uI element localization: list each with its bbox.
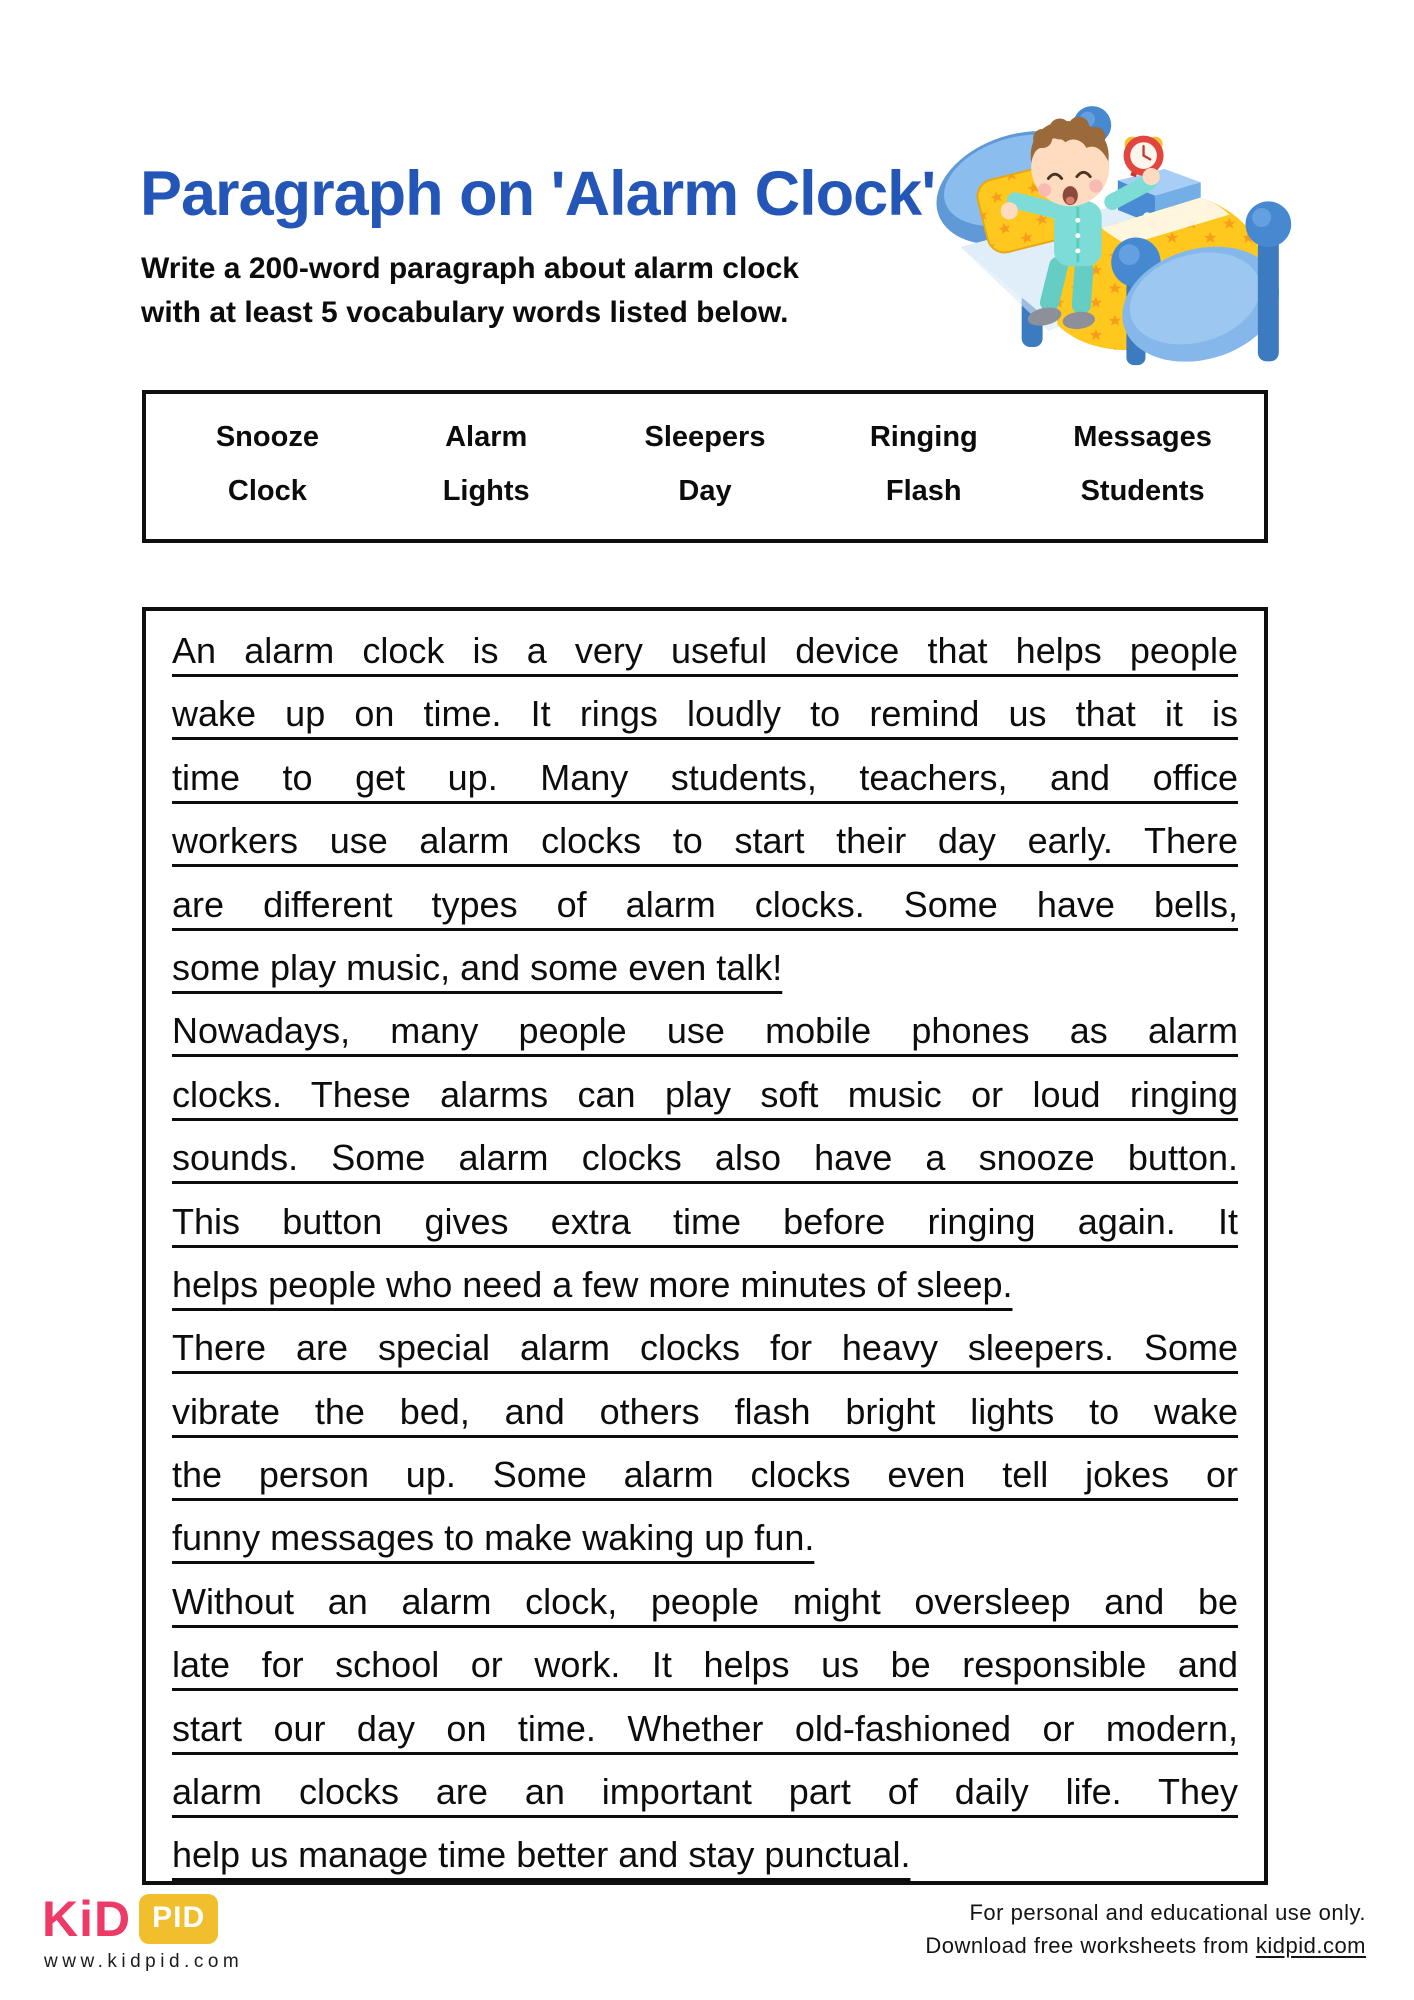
vocab-word-alarm: Alarm — [445, 420, 528, 453]
paragraph-line: Without an alarm clock, people might oversleep and be — [172, 1580, 1238, 1622]
paragraph-line: This button gives extra time before ringing again. It — [172, 1200, 1238, 1242]
vocab-word-ringing: Ringing — [869, 420, 978, 453]
vocabulary-box — [142, 390, 1268, 543]
paragraph-line: help us manage time better and stay punctual. — [172, 1834, 911, 1876]
vocab-word-students: Students — [1080, 475, 1205, 508]
paragraph-line: are different types of alarm clocks. Some have bells, — [172, 883, 1238, 925]
page-subtitle — [141, 247, 799, 335]
paragraph-line: funny messages to make waking up fun. — [172, 1517, 815, 1559]
footer-note — [925, 1896, 1366, 1962]
paragraph-line: An alarm clock is a very useful device that helps people — [172, 630, 1238, 671]
footer-note-line-2 — [925, 1929, 1366, 1962]
paragraph-line: vibrate the bed, and others flash bright lights to wake — [172, 1390, 1238, 1432]
footer-note-line-2-prefix: Download free worksheets from — [925, 1933, 1256, 1958]
vocab-word-day: Day — [678, 475, 732, 508]
paragraph-line: start our day on time. Whether old-fashioned or modern, — [172, 1707, 1238, 1749]
page-title: Paragraph on 'Alarm Clock' — [140, 159, 936, 229]
vocab-word-sleepers: Sleepers — [644, 420, 766, 453]
vocab-word-lights: Lights — [442, 475, 530, 508]
paragraph-line: time to get up. Many students, teachers, and office — [172, 756, 1238, 798]
paragraph-line: some play music, and some even talk! — [172, 946, 783, 988]
vocab-word-snooze: Snooze — [215, 420, 319, 453]
paragraph-box — [142, 607, 1268, 1885]
bed-post-right — [1258, 228, 1279, 361]
footer-note-line-1: For personal and educational use only. — [969, 1900, 1366, 1925]
paragraph-line: There are special alarm clocks for heavy sleepers. Some — [172, 1327, 1238, 1369]
paragraph-line: alarm clocks are an important part of daily life. They — [172, 1771, 1238, 1813]
kidpid-link[interactable]: kidpid.com — [1255, 1933, 1366, 1958]
paragraph-line: clocks. These alarms can play soft music or loud ringing — [172, 1073, 1238, 1115]
paragraph-line: helps people who need a few more minutes of sleep. — [172, 1263, 1013, 1305]
logo-kid-text: KiD — [42, 1891, 132, 1947]
knob-highlight — [1252, 208, 1271, 227]
paragraph-line: wake up on time. It rings loudly to remind us that it is — [172, 693, 1238, 735]
vocab-word-flash: Flash — [885, 475, 962, 508]
knob-highlight — [1119, 244, 1140, 265]
kidpid-logo — [42, 1890, 218, 1948]
bed-illustration — [915, 82, 1315, 374]
subtitle-line-2: with at least 5 vocabulary words listed below. — [141, 296, 789, 329]
vocab-word-messages: Messages — [1073, 420, 1212, 453]
paragraph-line: workers use alarm clocks to start their day early. There — [172, 820, 1238, 862]
website-url: www.kidpid.com — [44, 1951, 244, 1972]
paragraph-line: the person up. Some alarm clocks even tell jokes or — [172, 1454, 1238, 1496]
paragraph-line: Nowadays, many people use mobile phones as alarm — [172, 1010, 1238, 1052]
paragraph-line: sounds. Some alarm clocks also have a snooze button. — [172, 1137, 1238, 1179]
subtitle-line-1: Write a 200-word paragraph about alarm clock — [141, 252, 799, 285]
paragraph-line: late for school or work. It helps us be responsible and — [172, 1644, 1238, 1686]
vocab-word-clock: Clock — [227, 475, 307, 508]
logo-pid-badge: PID — [139, 1894, 218, 1944]
